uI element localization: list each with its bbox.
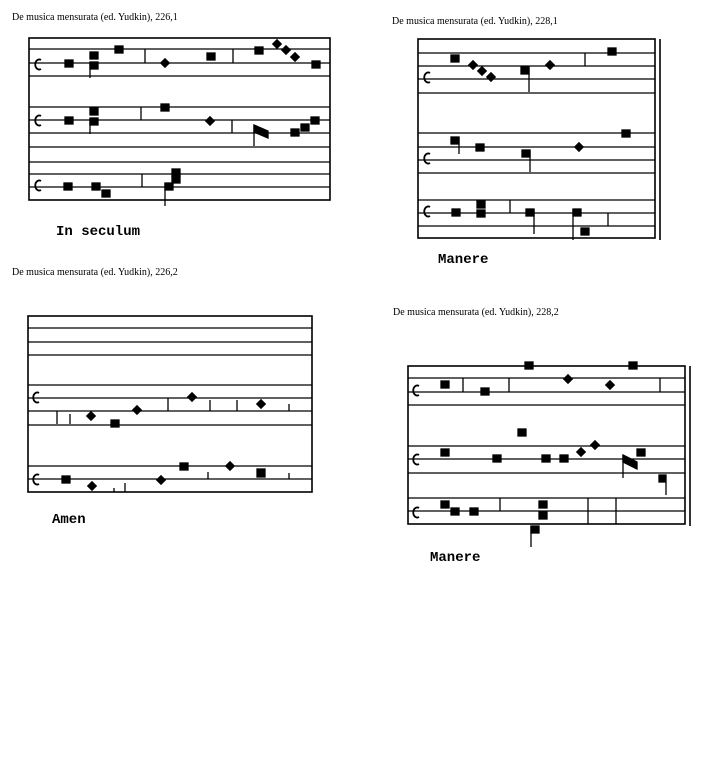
- lyric-226-2: Amen: [52, 512, 86, 528]
- caption-226-1: De musica mensurata (ed. Yudkin), 226,1: [12, 12, 178, 23]
- caption-228-1: De musica mensurata (ed. Yudkin), 228,1: [392, 16, 558, 27]
- caption-226-2: De musica mensurata (ed. Yudkin), 226,2: [12, 267, 178, 278]
- caption-228-2: De musica mensurata (ed. Yudkin), 228,2: [393, 307, 559, 318]
- lyric-226-1: In seculum: [56, 224, 141, 240]
- lyric-228-2: Manere: [430, 550, 481, 566]
- lyric-228-1: Manere: [438, 252, 489, 268]
